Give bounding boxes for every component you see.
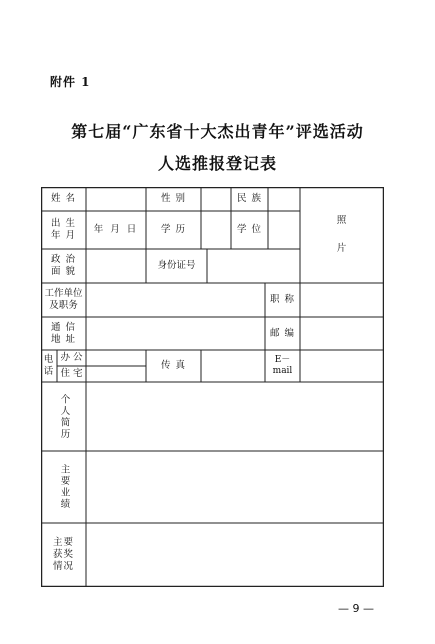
achievements-label-text: 主要业绩 — [58, 464, 70, 510]
photo-label-top: 照 — [336, 215, 348, 227]
workplace-field[interactable] — [86, 283, 265, 317]
home-phone-field[interactable] — [86, 366, 146, 382]
political-field[interactable] — [86, 249, 146, 283]
postcode-field[interactable] — [300, 317, 384, 350]
photo-label-bottom: 片 — [336, 243, 348, 254]
job-title-label: 职 称 — [269, 294, 296, 306]
awards-label-line-3: 情况 — [52, 560, 74, 572]
gender-label: 性 别 — [160, 193, 187, 205]
resume-field[interactable] — [86, 382, 384, 451]
workplace-label — [41, 283, 86, 317]
political-label — [41, 249, 86, 283]
id-number-label: 身份证号 — [157, 260, 196, 272]
ethnicity-field[interactable] — [268, 187, 300, 211]
form-title-line-2: 人选推报登记表 — [157, 154, 277, 173]
job-title-field[interactable] — [300, 283, 384, 317]
name-field[interactable] — [86, 187, 146, 211]
awards-label-line-1: 主要 — [52, 537, 74, 549]
phone-label-line-2: 话 — [43, 366, 55, 377]
political-label-line-2: 面 貌 — [50, 266, 77, 277]
address-field[interactable] — [86, 317, 265, 350]
registration-form — [41, 187, 384, 587]
phone-label — [41, 350, 57, 382]
birth-date-field[interactable]: 年 月 日 — [93, 224, 139, 236]
form-title-line-1: 第七届“广东省十大杰出青年”评选活动 — [71, 122, 364, 141]
achievements-label — [41, 451, 86, 523]
ethnicity-label: 民 族 — [236, 193, 263, 205]
fax-field[interactable] — [201, 350, 265, 382]
achievements-field[interactable] — [86, 451, 384, 523]
workplace-label-line-1: 工作单位 — [44, 288, 83, 300]
name-label: 姓 名 — [50, 193, 77, 205]
address-label-line-1: 通 信 — [50, 321, 77, 333]
political-label-line-1: 政 治 — [50, 254, 77, 266]
page-number: — 9 — — [338, 602, 374, 615]
gender-field[interactable] — [201, 187, 231, 211]
degree-field[interactable] — [268, 211, 300, 249]
office-phone-label: 办 公 — [60, 352, 83, 364]
awards-field[interactable] — [86, 523, 384, 587]
office-phone-field[interactable] — [86, 350, 146, 366]
birth-label-line-1: 出 生 — [50, 218, 77, 230]
education-label: 学 历 — [160, 224, 187, 236]
home-phone-label: 住 宅 — [60, 368, 83, 380]
address-label-line-2: 地 址 — [50, 333, 77, 345]
awards-label — [41, 523, 86, 587]
awards-label-line-2: 获奖 — [52, 549, 74, 561]
degree-label: 学 位 — [236, 224, 263, 236]
education-field[interactable] — [201, 211, 231, 249]
workplace-label-line-2: 及职务 — [49, 300, 78, 311]
address-label — [41, 317, 86, 350]
id-number-field[interactable] — [207, 249, 300, 283]
resume-label — [41, 382, 86, 451]
phone-label-line-1: 电 — [43, 354, 55, 366]
attachment-label: 附件 1 — [50, 75, 91, 89]
email-field[interactable] — [300, 350, 384, 382]
fax-label: 传 真 — [160, 360, 187, 372]
resume-label-text: 个人简历 — [58, 393, 70, 440]
email-label: E－mail — [272, 354, 293, 376]
birth-label-line-2: 年 月 — [50, 230, 77, 241]
photo-area[interactable] — [300, 187, 384, 283]
postcode-label: 邮 编 — [269, 327, 296, 339]
birth-label — [41, 211, 86, 249]
